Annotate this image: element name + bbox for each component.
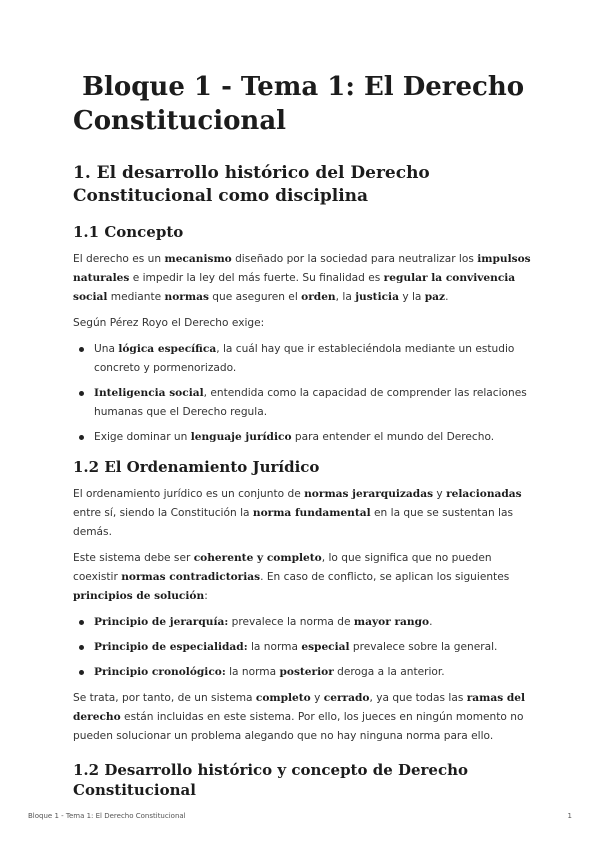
- text-run: El ordenamiento jurídico es un conjunto de: [73, 488, 305, 500]
- bold-text: paz: [424, 291, 446, 303]
- subsection-heading-concepto: 1.1 Concepto: [73, 223, 184, 241]
- bold-text: especial: [301, 641, 350, 653]
- text-run: .: [429, 616, 433, 628]
- bold-text: Principio de jerarquía:: [94, 616, 229, 628]
- subsection-heading-ordenamiento: 1.2 El Ordenamiento Jurídico: [73, 458, 320, 476]
- bold-text: Principio de especialidad:: [94, 641, 248, 653]
- text-run: y: [433, 488, 447, 500]
- text-run: deroga a la anterior.: [333, 666, 445, 678]
- text-run: que aseguren el: [208, 291, 302, 303]
- text-run: , la: [335, 291, 356, 303]
- ordenamiento-paragraph-3: [73, 689, 533, 746]
- bold-text: completo: [255, 692, 311, 704]
- page-number: 1: [567, 812, 572, 820]
- list-item: [73, 613, 533, 632]
- bold-text: justicia: [355, 291, 399, 303]
- bold-text: lenguaje jurídico: [190, 431, 292, 443]
- text-run: , entendida como la capacidad de comprender las relaciones humanas que el Derecho regula.: [94, 387, 527, 418]
- list-item: [73, 340, 533, 378]
- concepto-list: [73, 340, 533, 447]
- text-run: . En caso de conflicto, se aplican los siguientes: [260, 571, 510, 583]
- text-run: e impedir la ley del más fuerte. Su finalidad es: [129, 272, 384, 284]
- section-heading-1: 1. El desarrollo histórico del Derecho Constitucional como disciplina: [73, 163, 430, 206]
- bold-text: posterior: [279, 666, 334, 678]
- bold-text: Inteligencia social: [94, 387, 204, 399]
- list-item: [73, 384, 533, 422]
- subsection-heading-desarrollo: 1.2 Desarrollo histórico y concepto de Derecho Constitucional: [73, 761, 469, 799]
- bold-text: orden: [301, 291, 336, 303]
- text-run: prevalece sobre la general.: [349, 641, 498, 653]
- list-item: [73, 663, 533, 682]
- concepto-paragraph-2: Según Pérez Royo el Derecho exige:: [73, 317, 265, 329]
- text-run: la norma: [225, 666, 280, 678]
- bold-text: normas contradictorias: [121, 571, 261, 583]
- text-run: en la que se sustentan las demás.: [73, 507, 513, 538]
- text-run: diseñado por la sociedad para neutralizar los: [231, 253, 478, 265]
- concepto-paragraph-1: [73, 250, 533, 307]
- text-run: la norma: [247, 641, 302, 653]
- bold-text: mecanismo: [164, 253, 232, 265]
- bold-text: impulsos naturales: [73, 253, 531, 284]
- bold-text: regular la convivencia social: [73, 272, 516, 303]
- bold-text: cerrado: [323, 692, 370, 704]
- bold-text: principios de solución: [73, 590, 205, 602]
- text-run: Se trata, por tanto, de un sistema: [73, 692, 256, 704]
- bold-text: coherente y completo: [193, 552, 322, 564]
- text-run: prevalece la norma de: [228, 616, 354, 628]
- text-run: para entender el mundo del Derecho.: [291, 431, 495, 443]
- text-run: entre sí, siendo la Constitución la: [73, 507, 253, 519]
- bold-text: mayor rango: [353, 616, 430, 628]
- bold-text: normas: [164, 291, 209, 303]
- text-run: y la: [398, 291, 425, 303]
- text-run: , lo que significa que no pueden coexistir: [73, 552, 492, 583]
- bold-text: relacionadas: [446, 488, 522, 500]
- text-run: mediante: [107, 291, 165, 303]
- text-run: , ya que todas las: [369, 692, 467, 704]
- bold-text: ramas del derecho: [73, 692, 526, 723]
- page-title: Bloque 1 - Tema 1: El Derecho Constitucional: [73, 72, 534, 136]
- bold-text: normas jerarquizadas: [304, 488, 434, 500]
- ordenamiento-paragraph-2: [73, 549, 533, 606]
- text-run: Una: [94, 343, 119, 355]
- principios-list: [73, 613, 533, 682]
- footer-title: Bloque 1 - Tema 1: El Derecho Constitucional: [28, 812, 186, 820]
- text-run: y: [310, 692, 324, 704]
- text-run: El derecho es un: [73, 253, 165, 265]
- text-run: , la cuál hay que ir estableciéndola mediante un estudio concreto y pormenorizado.: [94, 343, 515, 374]
- bold-text: norma fundamental: [252, 507, 371, 519]
- page-footer: [28, 812, 572, 820]
- text-run: Este sistema debe ser: [73, 552, 194, 564]
- list-item: [73, 638, 533, 657]
- bold-text: lógica específica: [118, 343, 217, 355]
- text-run: están incluidas en este sistema. Por ello, los jueces en ningún momento no pueden solucionar un problema alegando que no hay ninguna norma para ello.: [73, 711, 524, 742]
- bold-text: Principio cronológico:: [94, 666, 226, 678]
- list-item: [73, 428, 533, 447]
- text-run: Exige dominar un: [94, 431, 191, 443]
- ordenamiento-paragraph-1: [73, 485, 533, 542]
- document-content: [73, 70, 533, 808]
- text-run: :: [204, 590, 208, 602]
- text-run: .: [445, 291, 449, 303]
